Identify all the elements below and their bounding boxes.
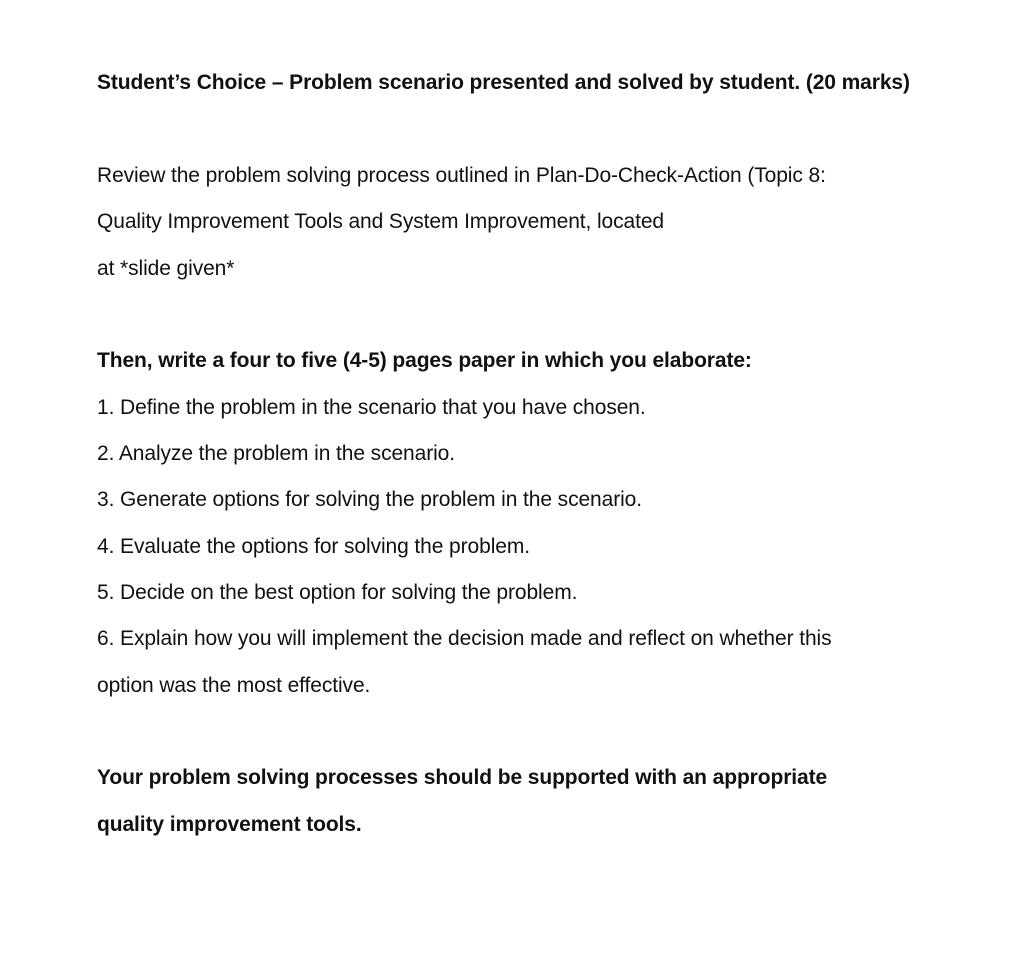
- step-item: 6. Explain how you will implement the decision made and reflect on whether this: [97, 627, 832, 650]
- intro-line-1: Review the problem solving process outlined in Plan-Do-Check-Action (Topic 8:: [97, 164, 826, 187]
- closing-line-2: quality improvement tools.: [97, 813, 362, 836]
- intro-line-2: Quality Improvement Tools and System Improvement, located: [97, 210, 665, 233]
- closing-line-1: Your problem solving processes should be supported with an appropriate: [97, 766, 828, 789]
- step-item: 4. Evaluate the options for solving the problem.: [97, 535, 530, 558]
- step-item: 3. Generate options for solving the problem in the scenario.: [97, 488, 642, 511]
- step-item-continuation: option was the most effective.: [97, 674, 371, 697]
- task-heading: Then, write a four to five (4-5) pages paper in which you elaborate:: [97, 349, 752, 372]
- intro-line-3: at *slide given*: [97, 257, 235, 280]
- step-item: 1. Define the problem in the scenario that you have chosen.: [97, 396, 646, 419]
- document-heading: Student’s Choice – Problem scenario presented and solved by student. (20 marks): [97, 71, 910, 94]
- step-item: 2. Analyze the problem in the scenario.: [97, 442, 455, 465]
- step-item: 5. Decide on the best option for solving the problem.: [97, 581, 578, 604]
